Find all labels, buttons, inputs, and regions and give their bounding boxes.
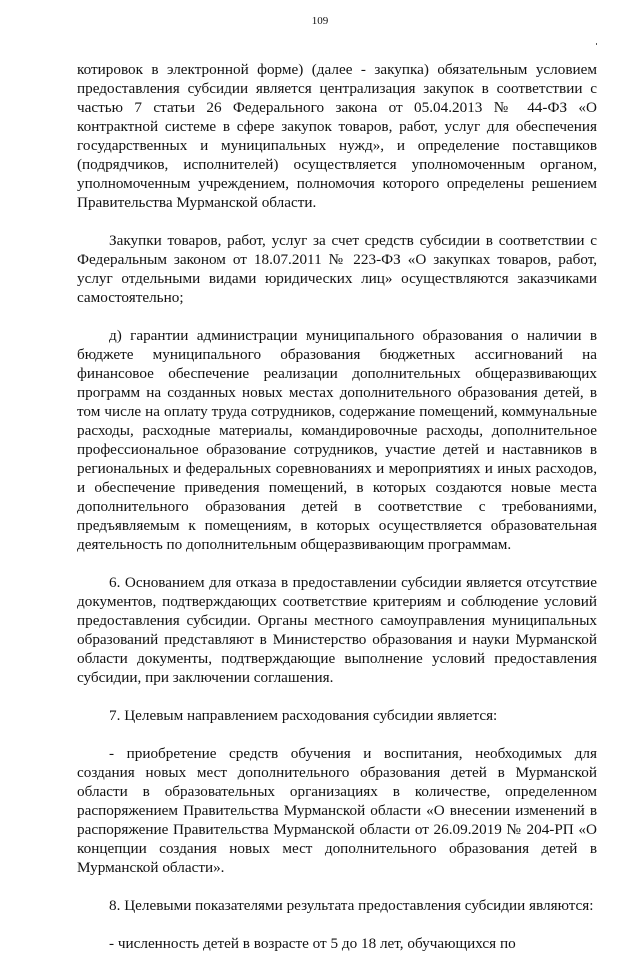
paragraph-procurement-centralization: котировок в электронной форме) (далее - закупка) обязательным условием предоставления субсидии является централизация закупок в соответствии с частью 7 статьи 26 Федерального закона от 05.04.2013 № 44-ФЗ «О контрактной системе в сфере закупок товаров, работ, услуг для обеспечения государственных и муниципальных нужд», и определение поставщиков (подрядчиков, исполнителей) осуществляется уполномоченным органом, уполномоченным учреждением, полномочия которого определены решением Правительства Мурманской области. [77, 61, 597, 211]
paragraph-8-list-item: - численность детей в возрасте от 5 до 18 лет, обучающихся по [109, 935, 516, 952]
paragraph-item-d-guarantees: д) гарантии администрации муниципального образования о наличии в бюджете муниципального образования бюджетных ассигнований на финансовое обеспечение реализации дополнительных общеразвивающих программ на созданных новых местах дополнительного образования детей, в том числе на оплату труда сотрудников, содержание помещений, коммунальные расходы, расходные материалы, командировочные расходы, дополнительное профессиональное образование сотрудников, участие детей и наставников в региональных и федеральных соревнованиях и мероприятиях и иных расходов, и обеспечение приведения помещений, в которых создаются новые места дополнительного образования детей в соответствие с требованиями, предъявляемым к помещениям, в которых осуществляется образовательная деятельность по дополнительным общеразвивающим программам. [77, 327, 597, 553]
paragraph-procurement-223fz: Закупки товаров, работ, услуг за счет средств субсидии в соответствии с Федеральным законом от 18.07.2011 № 223-ФЗ «О закупках товаров, работ, услуг отдельными видами юридических лиц» осуществляются заказчиками самостоятельно; [77, 232, 597, 306]
document-body [77, 60, 597, 953]
scan-mark [596, 43, 597, 45]
paragraph-7-list-item: - приобретение средств обучения и воспитания, необходимых для создания новых мест дополнительного образования детей в Мурманской области в образовательных организациях в количестве, определенном распоряжением Правительства Мурманской области «О внесении изменений в распоряжение Правительства Мурманской области от 26.09.2019 № 204-РП «О концепции создания новых мест дополнительного образования детей в Мурманской области». [77, 745, 597, 876]
paragraph-7-target-direction: 7. Целевым направлением расходования субсидии является: [109, 707, 498, 724]
paragraph-6-refusal-grounds: 6. Основанием для отказа в предоставлении субсидии является отсутствие документов, подтверждающих соответствие критериям и соблюдение условий предоставления субсидии. Органы местного самоуправления муниципальных образований представляют в Министерство образования и науки Мурманской области документы, подтверждающие выполнение условий предоставления субсидии, при заключении соглашения. [77, 574, 597, 686]
page-number: 109 [311, 15, 329, 27]
paragraph-8-target-indicators: 8. Целевыми показателями результата предоставления субсидии являются: [109, 897, 594, 914]
